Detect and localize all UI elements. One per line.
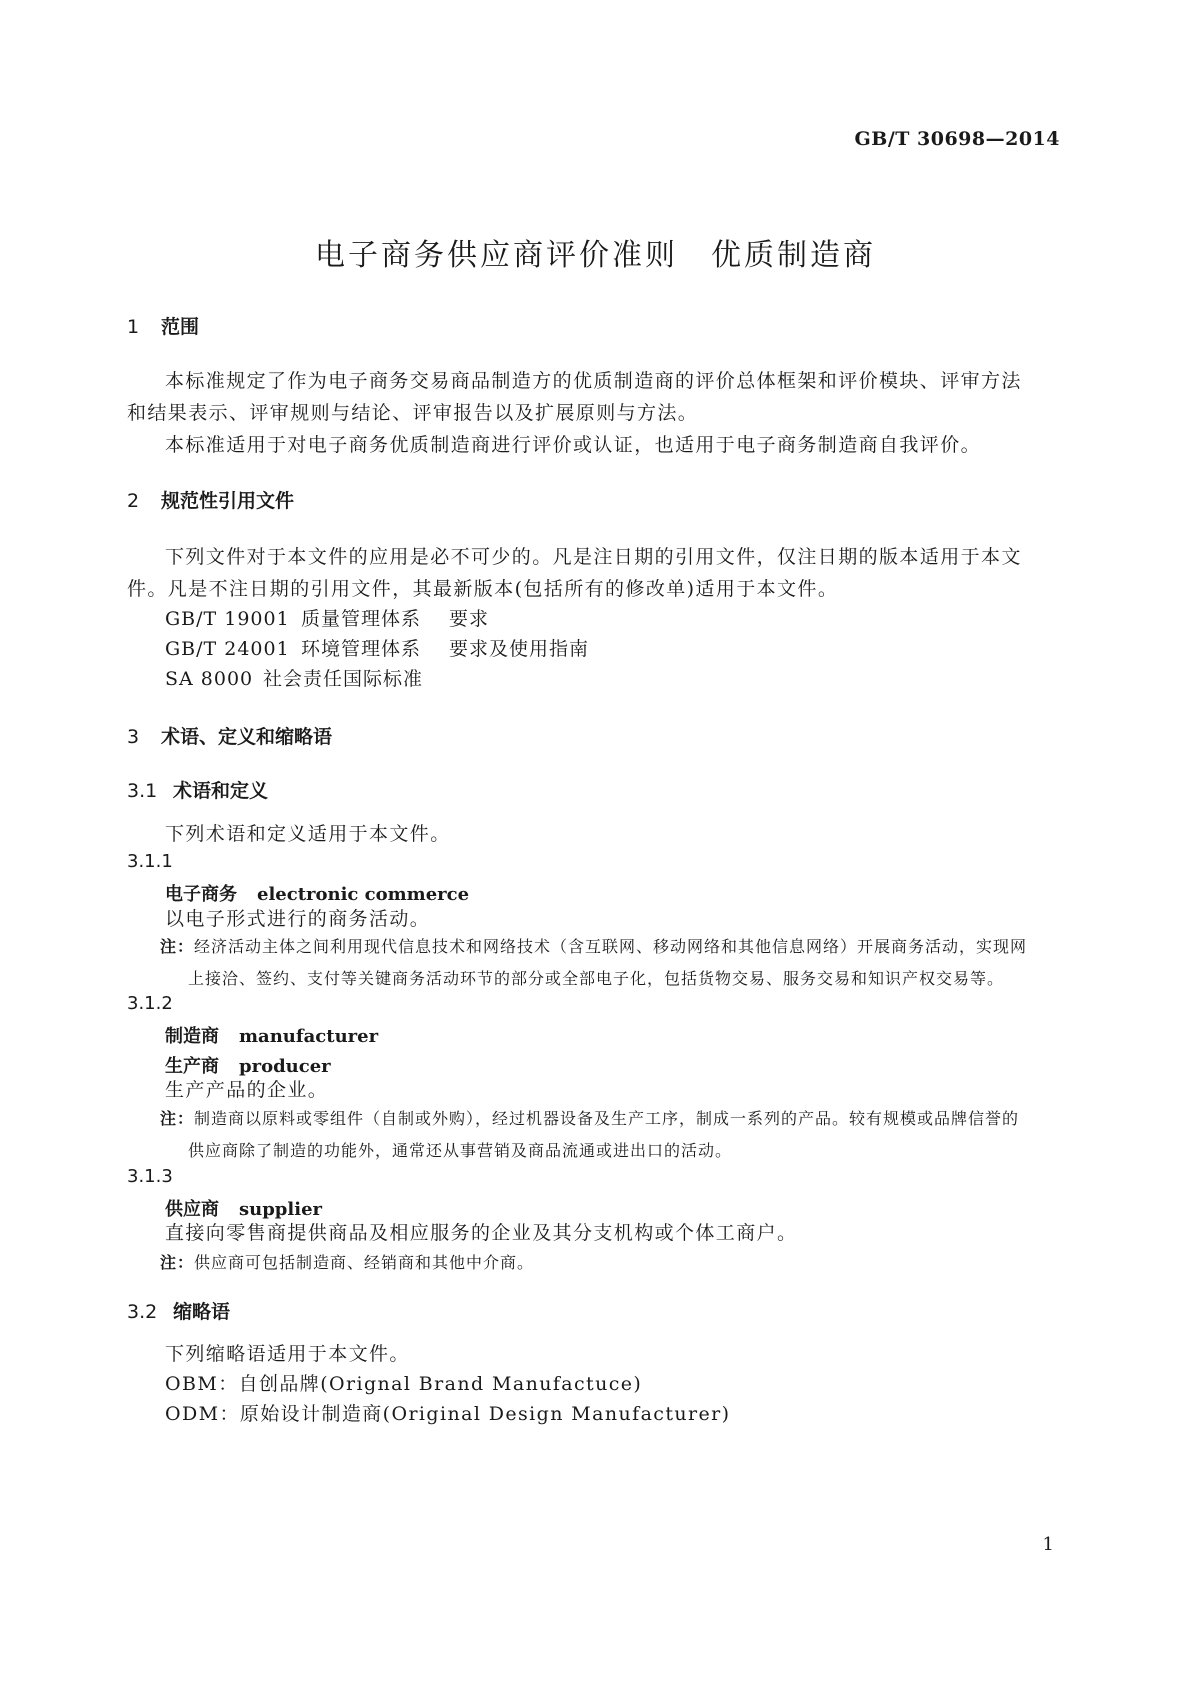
page-number: 1 xyxy=(1042,1534,1054,1555)
reference-code: GB/T 19001 xyxy=(165,608,290,630)
reference-suffix: 要求 xyxy=(449,608,490,630)
term-zh: 供应商 xyxy=(165,1199,219,1220)
note-text: 供应商可包括制造商、经销商和其他中介商。 xyxy=(194,1253,535,1272)
section-2-body xyxy=(127,541,1022,605)
section-number: 3.2 xyxy=(127,1301,158,1323)
note-label: 注： xyxy=(160,1109,195,1128)
document-title: 电子商务供应商评价准则 优质制造商 xyxy=(315,238,876,273)
reference-suffix: 要求及使用指南 xyxy=(449,638,590,660)
section-number: 3 xyxy=(127,726,140,748)
note-text: 供应商除了制造的功能外，通常还从事营销及商品流通或进出口的活动。 xyxy=(188,1141,733,1160)
reference-title: 质量管理体系 xyxy=(301,608,422,630)
section-title: 缩略语 xyxy=(173,1301,231,1323)
note-label: 注： xyxy=(160,937,195,956)
term-zh: 制造商 xyxy=(165,1026,219,1047)
term-number: 3.1.1 xyxy=(127,851,173,872)
section-number: 3.1 xyxy=(127,780,158,802)
section-title: 范围 xyxy=(161,316,200,338)
subsection-3-2-heading xyxy=(127,1297,230,1324)
reference-title: 社会责任国际标准 xyxy=(263,668,424,690)
paragraph-line: 下列文件对于本文件的应用是必不可少的。凡是注日期的引用文件，仅注日期的版本适用于本文 xyxy=(165,546,1022,568)
term-zh: 生产商 xyxy=(165,1056,219,1077)
term-definition: 以电子形式进行的商务活动。 xyxy=(165,908,431,930)
paragraph: 本标准适用于对电子商务优质制造商进行评价或认证，也适用于电子商务制造商自我评价。 xyxy=(165,434,982,456)
section-number: 1 xyxy=(127,316,140,338)
term-number: 3.1.2 xyxy=(127,993,173,1014)
term-zh: 电子商务 xyxy=(165,884,237,905)
term-note xyxy=(160,1247,534,1279)
section-2-heading xyxy=(127,486,294,513)
note-text: 上接洽、签约、支付等关键商务活动环节的部分或全部电子化，包括货物交易、服务交易和知识产权交易等。 xyxy=(188,969,1005,988)
paragraph: 下列术语和定义适用于本文件。 xyxy=(165,823,451,845)
term-note xyxy=(160,1103,1019,1167)
reference-title: 环境管理体系 xyxy=(301,638,422,660)
normative-reference xyxy=(165,634,589,661)
standard-number: GB/T 30698—2014 xyxy=(854,128,1060,150)
normative-reference xyxy=(165,604,489,631)
paragraph-line: 和结果表示、评审规则与结论、评审报告以及扩展原则与方法。 xyxy=(127,402,699,424)
note-label: 注： xyxy=(160,1253,195,1272)
paragraph-line: 件。凡是不注日期的引用文件，其最新版本(包括所有的修改单)适用于本文件。 xyxy=(127,578,839,600)
term-en: producer xyxy=(239,1056,331,1077)
term-en: supplier xyxy=(239,1199,323,1220)
term-en: manufacturer xyxy=(239,1026,379,1047)
term-number: 3.1.3 xyxy=(127,1166,173,1187)
reference-code: GB/T 24001 xyxy=(165,638,290,660)
paragraph: 下列缩略语适用于本文件。 xyxy=(165,1343,410,1365)
abbreviation-entry: ODM：原始设计制造商(Original Design Manufacturer) xyxy=(165,1403,731,1425)
section-number: 2 xyxy=(127,490,140,512)
note-text: 制造商以原料或零组件（自制或外购），经过机器设备及生产工序，制成一系列的产品。较有规模或品牌信誉的 xyxy=(194,1109,1020,1128)
abbreviation-entry: OBM：自创品牌(Orignal Brand Manufactuce) xyxy=(165,1373,643,1395)
section-title: 规范性引用文件 xyxy=(161,490,295,512)
section-3-heading xyxy=(127,722,332,749)
paragraph-line: 本标准规定了作为电子商务交易商品制造方的优质制造商的评价总体框架和评价模块、评审方法 xyxy=(165,370,1022,392)
subsection-3-1-heading xyxy=(127,776,268,803)
section-title: 术语、定义和缩略语 xyxy=(161,726,333,748)
term-en: electronic commerce xyxy=(257,884,470,905)
reference-code: SA 8000 xyxy=(165,668,254,690)
term-note xyxy=(160,931,1027,995)
term-definition: 直接向零售商提供商品及相应服务的企业及其分支机构或个体工商户。 xyxy=(165,1222,798,1244)
section-1-heading xyxy=(127,312,199,339)
note-text: 经济活动主体之间利用现代信息技术和网络技术（含互联网、移动网络和其他信息网络）开展商务活动，实现网 xyxy=(194,937,1028,956)
normative-reference xyxy=(165,664,423,691)
section-1-body xyxy=(127,365,1022,461)
section-title: 术语和定义 xyxy=(173,780,269,802)
term-definition: 生产产品的企业。 xyxy=(165,1079,329,1101)
term-entry xyxy=(165,1022,378,1048)
